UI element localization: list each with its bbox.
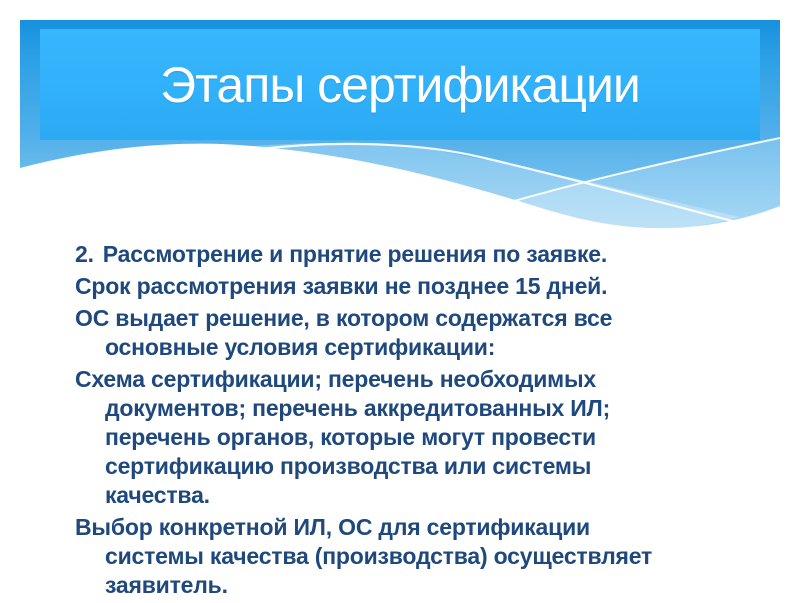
body-text — [40, 240, 685, 603]
slide-title: Этапы сертификации — [160, 56, 640, 113]
header-banner — [20, 20, 780, 232]
title-box — [40, 29, 760, 140]
paragraph-3: ОС выдает решение, в котором содержатся все основные условия сертификации: — [75, 305, 613, 360]
list-number: 2. — [75, 241, 94, 267]
paragraph-5: Выбор конкретной ИЛ, ОС для сертификации системы качества (производства) осуществляет заявитель. — [75, 514, 653, 598]
paragraph-1 — [40, 240, 685, 269]
paragraph-2: Срок рассмотрения заявки не позднее 15 дней. — [75, 273, 608, 299]
paragraph-4: Схема сертификации; перечень необходимых документов; перечень аккредитованных ИЛ; перечень органов, которые могут провести сертификацию производства или системы качества. — [75, 366, 611, 508]
paragraph-1-text: Рассмотрение и прнятие решения по заявке. — [102, 241, 608, 267]
